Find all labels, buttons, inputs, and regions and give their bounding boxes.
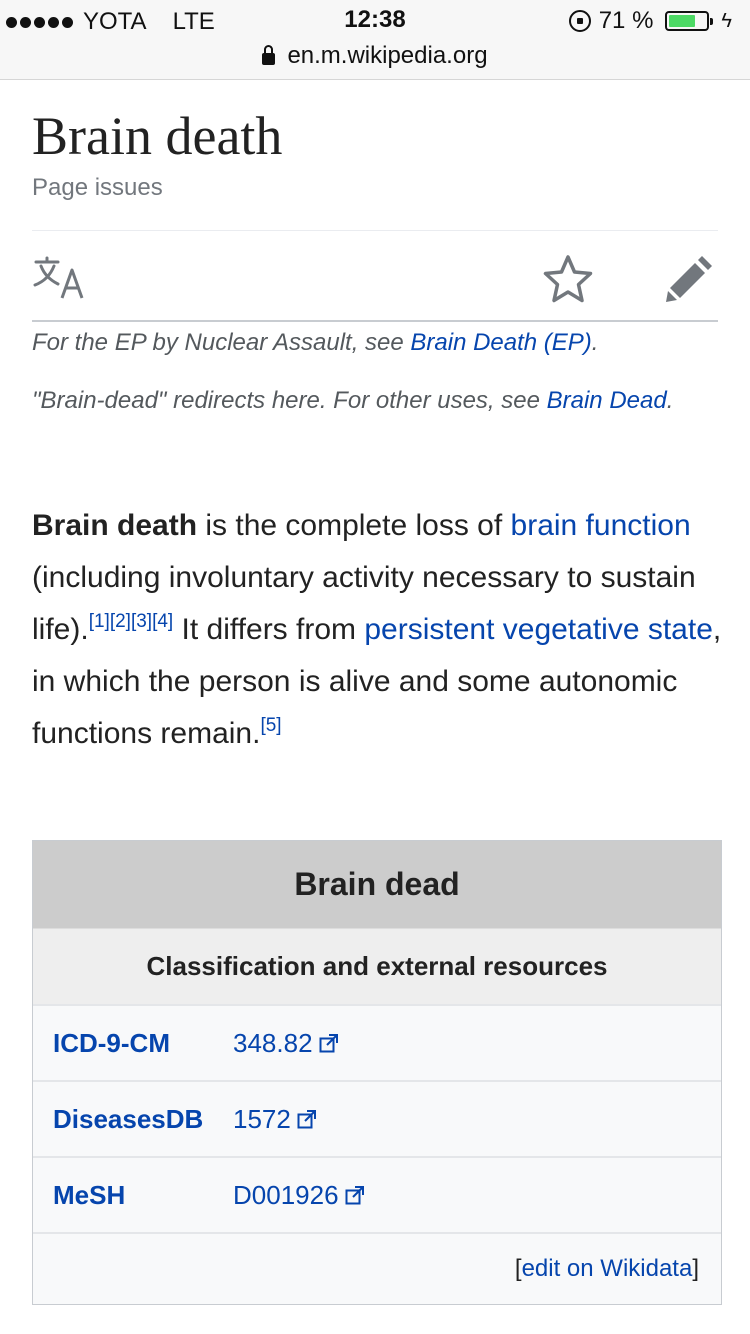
bold-term: Brain death: [32, 509, 198, 542]
hatnote-text: "Brain-dead" redirects here. For other uses, see: [32, 387, 547, 414]
hatnote: [32, 380, 712, 422]
infobox-row: [33, 1080, 721, 1156]
lead-text: (including involuntary activity necessary to sustain life).: [32, 561, 696, 646]
infobox: [32, 840, 722, 1305]
battery-icon: [665, 11, 709, 31]
infobox-row: [33, 1004, 721, 1080]
bracket-open: [: [514, 1255, 522, 1282]
address-bar[interactable]: [0, 40, 750, 72]
hatnote-link-brain-dead[interactable]: Brain Dead: [546, 387, 667, 414]
link-brain-function[interactable]: brain function: [510, 509, 691, 542]
clock: 12:38: [344, 6, 406, 33]
infobox-row: [33, 1156, 721, 1232]
infobox-value-text[interactable]: D001926: [233, 1179, 339, 1210]
page-title: Brain death: [32, 106, 283, 166]
lead-paragraph: [32, 500, 722, 760]
infobox-value-text[interactable]: 348.82: [233, 1027, 313, 1058]
charging-bolt-icon: ϟ: [721, 9, 732, 32]
network-type: LTE: [172, 8, 215, 35]
lock-icon: [262, 53, 275, 65]
hatnote-suffix: .: [591, 329, 599, 356]
external-link-icon: [319, 1033, 339, 1053]
link-persistent-vegetative-state[interactable]: persistent vegetative state: [364, 613, 713, 646]
lead-text: , in which the person is alive and some autonomic functions remain.: [32, 613, 722, 750]
hatnote-text: For the EP by Nuclear Assault, see: [32, 329, 411, 356]
lead-text: is the complete loss of: [197, 509, 511, 542]
battery-fill: [669, 15, 695, 27]
reference-link[interactable]: [1]: [88, 611, 110, 632]
page-actions-toolbar: [32, 232, 718, 322]
battery-percent: 71 %: [598, 7, 654, 34]
infobox-title: Brain dead: [33, 841, 721, 928]
url-text[interactable]: en.m.wikipedia.org: [287, 42, 488, 69]
infobox-value-link[interactable]: [233, 1180, 365, 1211]
rotation-lock-icon: [569, 10, 591, 32]
infobox-subtitle: Classification and external resources: [33, 928, 721, 1004]
star-icon[interactable]: [542, 254, 594, 304]
carrier-name: YOTA: [83, 8, 147, 35]
divider: [32, 230, 718, 231]
reference-link[interactable]: [4]: [152, 611, 174, 632]
infobox-value-text[interactable]: 1572: [233, 1103, 291, 1134]
hatnote-link-brain-death-ep[interactable]: Brain Death (EP): [410, 329, 592, 356]
edit-on-wikidata-link[interactable]: edit on Wikidata: [521, 1255, 693, 1282]
reference-link[interactable]: [3]: [130, 611, 153, 632]
pencil-icon[interactable]: [664, 252, 716, 304]
status-bar: [0, 0, 750, 80]
bracket-close: ]: [692, 1255, 699, 1282]
infobox-footer: [33, 1232, 721, 1304]
reference-link[interactable]: [2]: [109, 611, 131, 632]
reference-link[interactable]: [5]: [260, 715, 282, 736]
external-link-icon: [345, 1185, 365, 1205]
infobox-value-link[interactable]: [233, 1104, 317, 1135]
page-issues-link[interactable]: Page issues: [32, 174, 163, 201]
external-link-icon: [297, 1109, 317, 1129]
hatnote-suffix: .: [666, 387, 674, 414]
infobox-value-link[interactable]: [233, 1028, 339, 1059]
hatnote: [32, 322, 712, 364]
infobox-key-link[interactable]: MeSH: [53, 1179, 126, 1210]
infobox-key-link[interactable]: ICD-9-CM: [53, 1027, 170, 1058]
language-icon[interactable]: [32, 256, 88, 300]
lead-text: It differs from: [173, 613, 365, 646]
infobox-key-link[interactable]: DiseasesDB: [53, 1103, 204, 1134]
status-right: [569, 6, 732, 36]
